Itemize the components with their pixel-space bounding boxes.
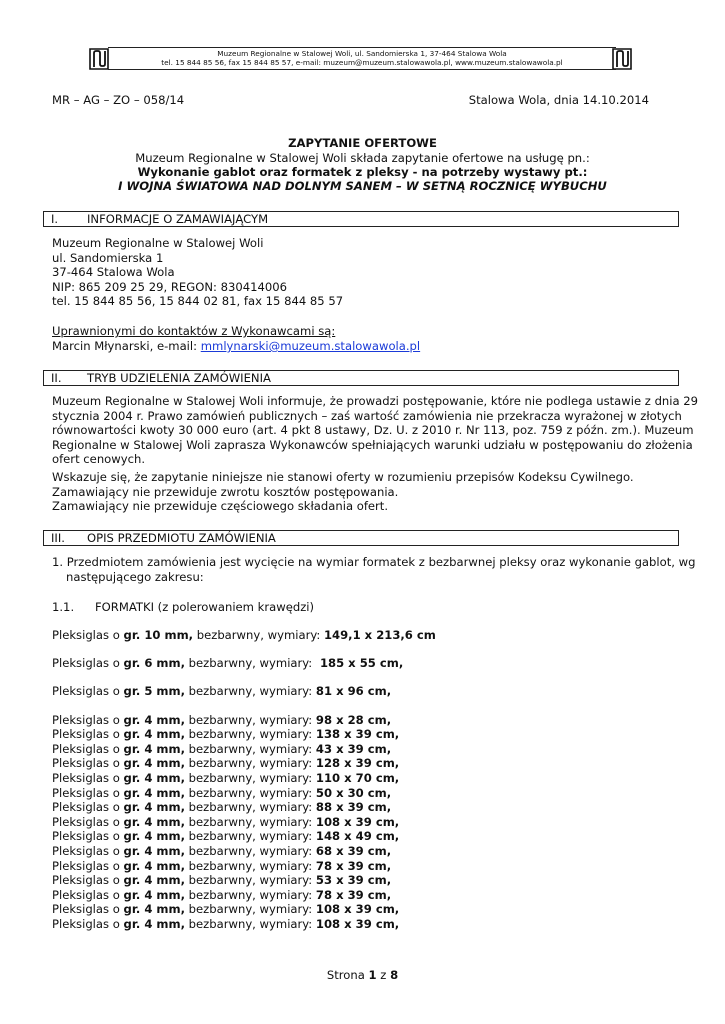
- plexiglass-dimensions: 108 x 39 cm,: [315, 814, 400, 829]
- plexiglass-dimensions: 50 x 30 cm,: [315, 785, 392, 800]
- note-civil-code: Wskazuje się, że zapytanie niniejsze nie stanowi oferty w rozumieniu przepisów Kodeksu Cywilnego.: [52, 470, 634, 484]
- plexiglass-prefix: Pleksiglas o: [52, 887, 124, 902]
- plexiglass-prefix: Pleksiglas o: [52, 770, 124, 785]
- plexiglass-thickness: gr. 4 mm,: [123, 873, 185, 888]
- plexiglass-item: [52, 628, 672, 643]
- footer-separator: z: [376, 968, 391, 982]
- plexiglass-list: [52, 628, 672, 931]
- plexiglass-description: bezbarwny, wymiary:: [185, 814, 316, 829]
- plexiglass-dimensions: 88 x 39 cm,: [315, 800, 392, 815]
- section-title: INFORMACJE O ZAMAWIAJĄCYM: [87, 212, 269, 226]
- museum-logo-left-icon: [88, 47, 110, 71]
- plexiglass-thickness: gr. 6 mm,: [123, 656, 185, 671]
- plexiglass-description: bezbarwny, wymiary:: [185, 858, 316, 873]
- plexiglass-description: bezbarwny, wymiary:: [185, 741, 316, 756]
- plexiglass-prefix: Pleksiglas o: [52, 800, 124, 815]
- contact-label: Uprawnionymi do kontaktów z Wykonawcami są:: [52, 324, 336, 338]
- section-number: III.: [51, 531, 65, 545]
- plexiglass-dimensions: 148 x 49 cm,: [315, 829, 400, 844]
- header-contacts: tel. 15 844 85 56, fax 15 844 85 57, e-mail: muzeum@muzeum.stalowawola.pl, www.muzeum.stalowawola.pl: [161, 58, 563, 67]
- service-name: Wykonanie gablot oraz formatek z pleksy - na potrzeby wystawy pt.:: [137, 165, 588, 179]
- plexiglass-thickness: gr. 4 mm,: [123, 887, 185, 902]
- plexiglass-dimensions: 149,1 x 213,6 cm: [323, 628, 436, 642]
- client-street: ul. Sandomierska 1: [52, 251, 164, 265]
- plexiglass-thickness: gr. 4 mm,: [123, 829, 185, 844]
- plexiglass-item: [52, 713, 672, 728]
- client-ids: NIP: 865 209 25 29, REGON: 830414006: [52, 280, 288, 294]
- subsection-title: FORMATKI (z polerowaniem krawędzi): [95, 600, 315, 614]
- plexiglass-thickness: gr. 4 mm,: [123, 916, 185, 931]
- header-bottom-rule: [108, 69, 616, 70]
- paragraph-line: Regionalne w Stalowej Woli zaprasza Wykonawców spełniających warunki udziału w postępowaniu do złożenia: [52, 437, 693, 452]
- plexiglass-description: bezbarwny, wymiary:: [185, 902, 316, 917]
- plexiglass-description: bezbarwny, wymiary:: [185, 656, 316, 671]
- section-title: TRYB UDZIELENIA ZAMÓWIENIA: [87, 371, 271, 385]
- section-title: OPIS PRZEDMIOTU ZAMÓWIENIA: [87, 531, 276, 545]
- plexiglass-description: bezbarwny, wymiary:: [185, 887, 316, 902]
- plexiglass-dimensions: 98 x 28 cm,: [315, 712, 392, 727]
- plexiglass-item: [52, 656, 672, 671]
- plexiglass-item: [52, 859, 672, 874]
- plexiglass-dimensions: 78 x 39 cm,: [315, 858, 392, 873]
- plexiglass-prefix: Pleksiglas o: [52, 814, 124, 829]
- plexiglass-item: [52, 771, 672, 786]
- contact-email-link[interactable]: mmlynarski@muzeum.stalowawola.pl: [200, 339, 421, 353]
- procedure-paragraph: [52, 394, 699, 467]
- client-city: 37-464 Stalowa Wola: [52, 265, 175, 279]
- plexiglass-dimensions: 138 x 39 cm,: [315, 727, 400, 742]
- footer-total-pages: 8: [390, 968, 399, 982]
- plexiglass-description: bezbarwny, wymiary:: [185, 712, 316, 727]
- contact-person-text: Marcin Młynarski, e-mail:: [52, 339, 201, 353]
- page-footer: [0, 968, 725, 983]
- paragraph-line: równowartości kwoty 30 000 euro (art. 4 pkt 8 ustawy, Dz. U. z 2010 r. Nr 113, poz. 759 z późn. zm.). Muzeum: [52, 423, 694, 438]
- plexiglass-prefix: Pleksiglas o: [52, 858, 124, 873]
- subsection-number: 1.1.: [52, 600, 75, 614]
- plexiglass-prefix: Pleksiglas o: [52, 785, 124, 800]
- plexiglass-description: bezbarwny, wymiary:: [185, 843, 316, 858]
- plexiglass-thickness: gr. 4 mm,: [123, 741, 185, 756]
- document-title: ZAPYTANIE OFERTOWE: [288, 136, 437, 150]
- plexiglass-prefix: Pleksiglas o: [52, 628, 124, 642]
- section-number: I.: [51, 212, 59, 226]
- section-header-procedure: [43, 370, 679, 386]
- plexiglass-thickness: gr. 4 mm,: [123, 756, 185, 771]
- reference-number: MR – AG – ZO – 058/14: [52, 93, 185, 107]
- plexiglass-description: bezbarwny, wymiary:: [185, 829, 316, 844]
- plexiglass-dimensions: 128 x 39 cm,: [315, 756, 400, 771]
- plexiglass-thickness: gr. 4 mm,: [123, 770, 185, 785]
- plexiglass-item: [52, 786, 672, 801]
- plexiglass-item: [52, 756, 672, 771]
- plexiglass-dimensions: 108 x 39 cm,: [315, 916, 400, 931]
- plexiglass-prefix: Pleksiglas o: [52, 873, 124, 888]
- plexiglass-thickness: gr. 4 mm,: [123, 858, 185, 873]
- footer-label: Strona: [326, 968, 369, 982]
- plexiglass-item: [52, 815, 672, 830]
- plexiglass-dimensions: 185 x 55 cm,: [315, 656, 404, 671]
- plexiglass-prefix: Pleksiglas o: [52, 712, 124, 727]
- plexiglass-description: bezbarwny, wymiary:: [185, 873, 316, 888]
- plexiglass-prefix: Pleksiglas o: [52, 829, 124, 844]
- plexiglass-prefix: Pleksiglas o: [52, 756, 124, 771]
- plexiglass-description: bezbarwny, wymiary:: [193, 628, 324, 642]
- plexiglass-item: [52, 902, 672, 917]
- section-header-client-info: [43, 211, 679, 227]
- plexiglass-dimensions: 81 x 96 cm,: [315, 684, 392, 699]
- plexiglass-description: bezbarwny, wymiary:: [185, 756, 316, 771]
- list-spacer: [52, 643, 672, 657]
- plexiglass-prefix: Pleksiglas o: [52, 843, 124, 858]
- plexiglass-prefix: Pleksiglas o: [52, 902, 124, 917]
- plexiglass-prefix: Pleksiglas o: [52, 741, 124, 756]
- plexiglass-item: [52, 742, 672, 757]
- plexiglass-description: bezbarwny, wymiary:: [185, 916, 316, 931]
- plexiglass-thickness: gr. 4 mm,: [123, 814, 185, 829]
- paragraph-line: ofert cenowych.: [52, 452, 146, 467]
- footer-page-number: 1: [368, 968, 377, 982]
- document-subtitle: Muzeum Regionalne w Stalowej Woli składa zapytanie ofertowe na usługę pn.:: [135, 151, 590, 165]
- plexiglass-dimensions: 110 x 70 cm,: [315, 770, 400, 785]
- note-partial-offers: Zamawiający nie przewiduje częściowego składania ofert.: [52, 499, 389, 513]
- section-number: II.: [51, 371, 62, 385]
- section-header-scope: [43, 530, 679, 546]
- place-date: Stalowa Wola, dnia 14.10.2014: [468, 93, 649, 107]
- header-address: Muzeum Regionalne w Stalowej Woli, ul. Sandomierska 1, 37-464 Stalowa Wola: [217, 49, 507, 58]
- client-name: Muzeum Regionalne w Stalowej Woli: [52, 236, 264, 250]
- contact-person: [52, 339, 674, 354]
- plexiglass-thickness: gr. 5 mm,: [123, 684, 185, 699]
- plexiglass-description: bezbarwny, wymiary:: [185, 770, 316, 785]
- exhibition-name: I WOJNA ŚWIATOWA NAD DOLNYM SANEM – W SETNĄ ROCZNICĘ WYBUCHU: [118, 179, 607, 193]
- scope-item-1: [52, 555, 696, 584]
- list-spacer: [52, 671, 672, 685]
- plexiglass-item: [52, 888, 672, 903]
- plexiglass-thickness: gr. 4 mm,: [123, 727, 185, 742]
- note-costs: Zamawiający nie przewiduje zwrotu kosztów postępowania.: [52, 485, 399, 499]
- plexiglass-thickness: gr. 4 mm,: [123, 785, 185, 800]
- plexiglass-thickness: gr. 4 mm,: [123, 843, 185, 858]
- header-top-rule: [108, 47, 616, 48]
- plexiglass-thickness: gr. 10 mm,: [123, 628, 194, 642]
- plexiglass-prefix: Pleksiglas o: [52, 916, 124, 931]
- plexiglass-prefix: Pleksiglas o: [52, 727, 124, 742]
- plexiglass-dimensions: 53 x 39 cm,: [315, 873, 392, 888]
- plexiglass-description: bezbarwny, wymiary:: [185, 785, 316, 800]
- paragraph-line: Muzeum Regionalne w Stalowej Woli informuje, że prowadzi postępowanie, które nie podlega ustawie z dnia 29: [52, 394, 699, 408]
- list-spacer: [52, 699, 672, 713]
- plexiglass-item: [52, 727, 672, 742]
- plexiglass-description: bezbarwny, wymiary:: [185, 800, 316, 815]
- plexiglass-thickness: gr. 4 mm,: [123, 800, 185, 815]
- plexiglass-description: bezbarwny, wymiary:: [185, 727, 316, 742]
- paragraph-line: następującego zakresu:: [66, 569, 204, 584]
- plexiglass-dimensions: 108 x 39 cm,: [315, 902, 400, 917]
- plexiglass-item: [52, 917, 672, 932]
- paragraph-line: 1. Przedmiotem zamówienia jest wycięcie na wymiar formatek z bezbarwnej pleksy oraz wykonanie gablot, wg: [52, 555, 696, 569]
- paragraph-line: stycznia 2004 r. Prawo zamówień publicznych – zaś wartość zamówienia nie przekracza wyrażonej w złotych: [52, 408, 682, 423]
- plexiglass-item: [52, 800, 672, 815]
- plexiglass-item: [52, 844, 672, 859]
- plexiglass-thickness: gr. 4 mm,: [123, 902, 185, 917]
- plexiglass-dimensions: 68 x 39 cm,: [315, 843, 392, 858]
- plexiglass-prefix: Pleksiglas o: [52, 684, 124, 699]
- plexiglass-item: [52, 873, 672, 888]
- subsection-formatki: [52, 600, 674, 615]
- plexiglass-dimensions: 43 x 39 cm,: [315, 741, 392, 756]
- plexiglass-dimensions: 78 x 39 cm,: [315, 887, 392, 902]
- plexiglass-description: bezbarwny, wymiary:: [185, 684, 316, 699]
- plexiglass-item: [52, 684, 672, 699]
- client-phones: tel. 15 844 85 56, 15 844 02 81, fax 15 844 85 57: [52, 294, 344, 308]
- plexiglass-prefix: Pleksiglas o: [52, 656, 124, 671]
- plexiglass-thickness: gr. 4 mm,: [123, 712, 185, 727]
- plexiglass-item: [52, 829, 672, 844]
